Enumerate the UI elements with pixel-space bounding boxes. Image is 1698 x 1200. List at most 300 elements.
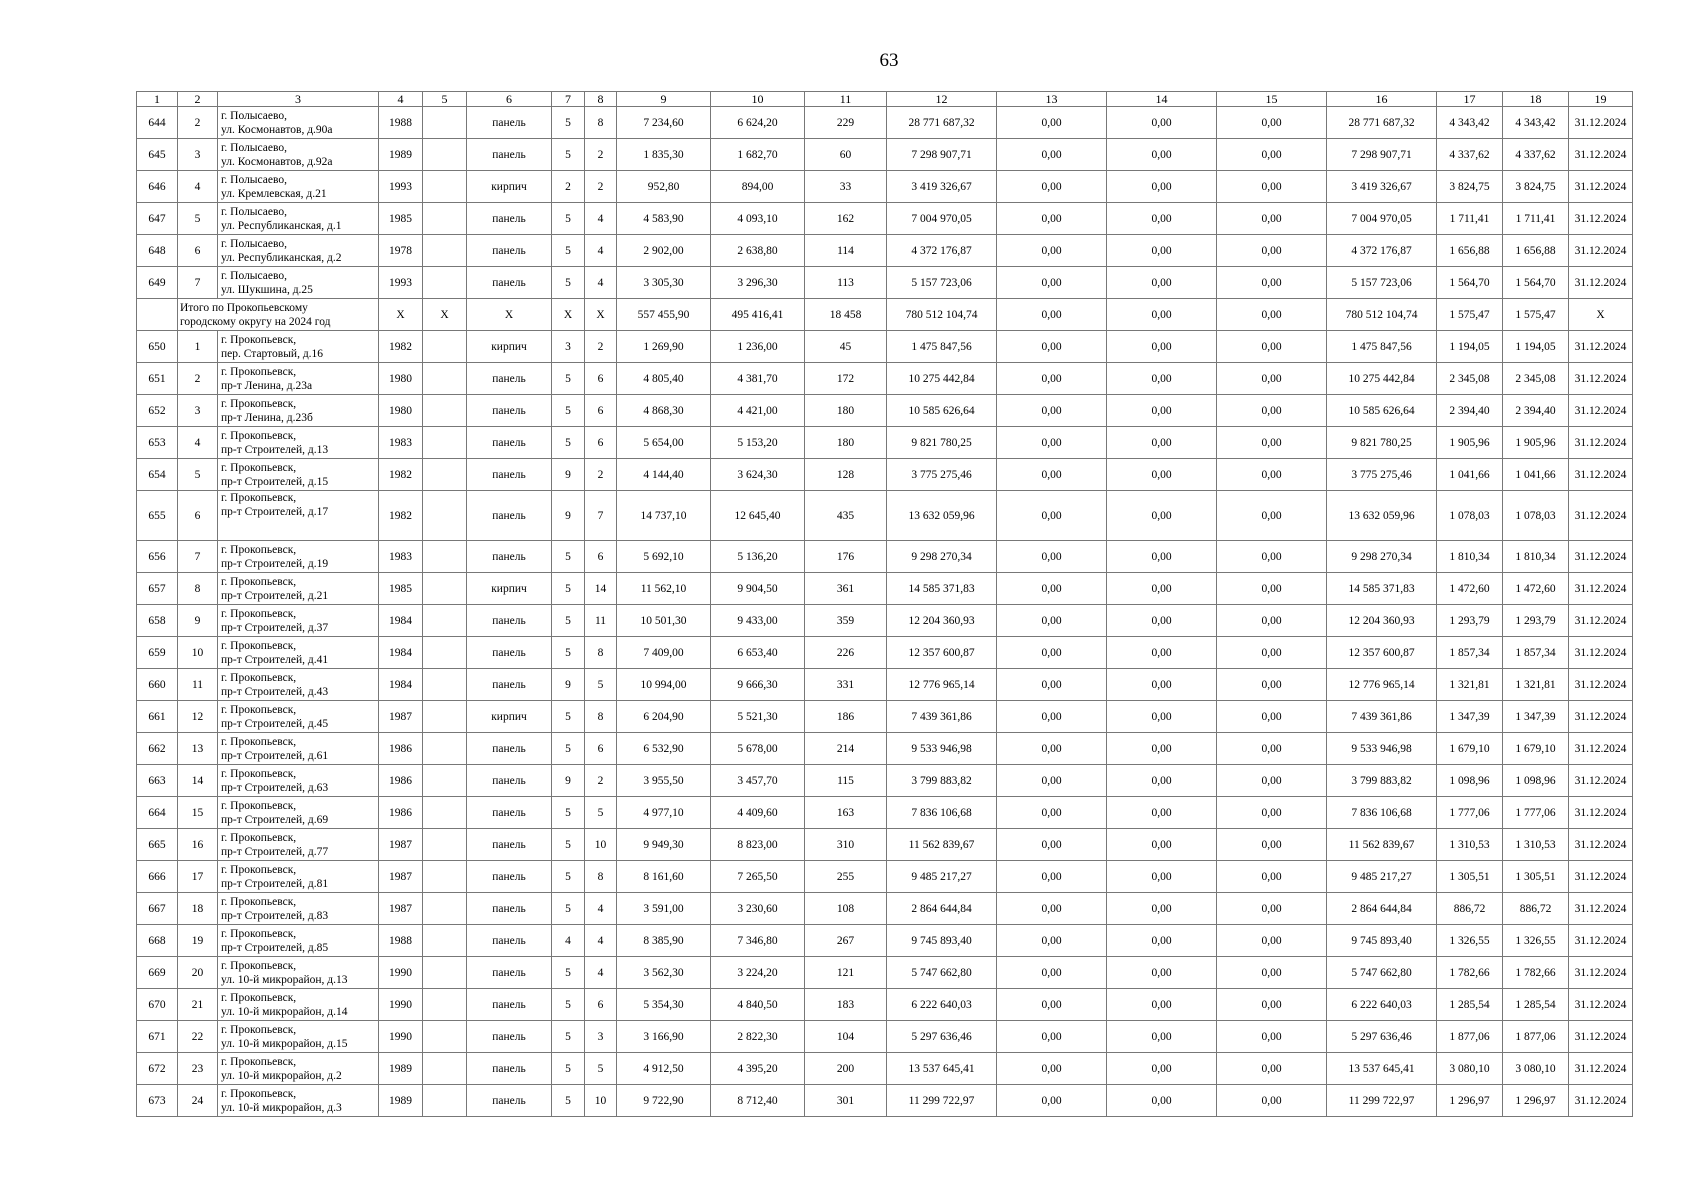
unit-cost-limit: 1 564,70 [1503,267,1569,299]
row-number: 654 [137,459,178,491]
total-area: 10 994,00 [617,669,711,701]
col-5 [423,893,467,925]
completion-date: 31.12.2024 [1569,139,1633,171]
address-line: ул. 10-й микрорайон, д.2 [221,1069,342,1082]
table-row [137,395,1633,427]
cost-col-16: 14 585 371,83 [1327,573,1437,605]
year-built: 1989 [379,1085,423,1117]
address [218,893,379,925]
col-5 [423,605,467,637]
completion-date: 31.12.2024 [1569,605,1633,637]
cost-total: 12 204 360,93 [887,605,997,637]
completion-date: 31.12.2024 [1569,203,1633,235]
completion-date: 31.12.2024 [1569,541,1633,573]
row-number: 647 [137,203,178,235]
living-area: 8 712,40 [711,1085,805,1117]
year-built: 1987 [379,893,423,925]
address-line: пр-т Строителей, д.81 [221,877,329,890]
local-number: 12 [178,701,218,733]
floors: 5 [552,861,585,893]
cost-col-15: 0,00 [1217,1085,1327,1117]
total-area: 5 354,30 [617,989,711,1021]
table-row [137,107,1633,139]
cost-col-16: 13 537 645,41 [1327,1053,1437,1085]
residents: 180 [805,427,887,459]
living-area: 4 421,00 [711,395,805,427]
wall-material: панель [467,395,552,427]
year-built: 1993 [379,267,423,299]
cost-total: 3 799 883,82 [887,765,997,797]
column-number: 10 [711,92,805,107]
table-row [137,1021,1633,1053]
unit-cost-limit: 1 310,53 [1503,829,1569,861]
col-5 [423,861,467,893]
address [218,331,379,363]
living-area: 3 457,70 [711,765,805,797]
address [218,1021,379,1053]
unit-cost: 1 711,41 [1437,203,1503,235]
residents: 301 [805,1085,887,1117]
unit-cost: 1 305,51 [1437,861,1503,893]
year-built: 1990 [379,957,423,989]
completion-date: 31.12.2024 [1569,893,1633,925]
completion-date: 31.12.2024 [1569,331,1633,363]
local-number: 4 [178,171,218,203]
wall-material: панель [467,267,552,299]
col-5 [423,957,467,989]
cost-total: 12 776 965,14 [887,669,997,701]
row-number: 665 [137,829,178,861]
living-area: 4 409,60 [711,797,805,829]
unit-cost: 1 564,70 [1437,267,1503,299]
cost-col-16: 10 585 626,64 [1327,395,1437,427]
table-row [137,427,1633,459]
table-row [137,669,1633,701]
page-number: 63 [879,50,899,71]
address [218,427,379,459]
completion-date: 31.12.2024 [1569,925,1633,957]
entrances: 6 [585,427,617,459]
wall-material: панель [467,733,552,765]
total-row [137,299,1633,331]
cost-col-16: 12 204 360,93 [1327,605,1437,637]
wall-material: панель [467,427,552,459]
cost-total: 13 537 645,41 [887,1053,997,1085]
cost-col-15: 0,00 [1217,541,1327,573]
unit-cost-limit: 1 078,03 [1503,491,1569,541]
row-number: 658 [137,605,178,637]
local-number: 13 [178,733,218,765]
cost-col-14: 0,00 [1107,1053,1217,1085]
column-number: 11 [805,92,887,107]
entrances: 6 [585,363,617,395]
cost-col-14: 0,00 [1107,1085,1217,1117]
total-area: 9 949,30 [617,829,711,861]
completion-date: 31.12.2024 [1569,427,1633,459]
cost-col-16: 9 533 946,98 [1327,733,1437,765]
cost-col-15: 0,00 [1217,331,1327,363]
completion-date: 31.12.2024 [1569,957,1633,989]
cost-col-15: 0,00 [1217,203,1327,235]
cost-col-13: 0,00 [997,701,1107,733]
row-number: 644 [137,107,178,139]
address-line: пр-т Строителей, д.83 [221,909,329,922]
local-number: 11 [178,669,218,701]
entrances: 11 [585,605,617,637]
residents: 113 [805,267,887,299]
cost-col-13: 0,00 [997,541,1107,573]
row-number: 670 [137,989,178,1021]
col-5 [423,171,467,203]
floors: 5 [552,427,585,459]
wall-material: панель [467,139,552,171]
cost-col-14: 0,00 [1107,669,1217,701]
total-area: 4 805,40 [617,363,711,395]
cost-total: 10 585 626,64 [887,395,997,427]
year-built: 1983 [379,541,423,573]
table-row [137,765,1633,797]
cost-col-16: 28 771 687,32 [1327,107,1437,139]
completion-date: 31.12.2024 [1569,363,1633,395]
address [218,605,379,637]
address [218,235,379,267]
address-line: г. Полысаево, [221,237,287,250]
living-area: 1 682,70 [711,139,805,171]
address-line: пр-т Строителей, д.63 [221,781,329,794]
table-row [137,733,1633,765]
address [218,701,379,733]
row-number: 646 [137,171,178,203]
unit-cost-limit: 1 472,60 [1503,573,1569,605]
cost-col-15: 0,00 [1217,491,1327,541]
total-area: 4 144,40 [617,459,711,491]
cost-col-13: 0,00 [997,989,1107,1021]
year-built: 1985 [379,573,423,605]
floors: 5 [552,235,585,267]
table-row [137,637,1633,669]
residents: 229 [805,107,887,139]
entrances: 5 [585,797,617,829]
address [218,1085,379,1117]
address-line: пр-т Строителей, д.13 [221,443,329,456]
entrances: 6 [585,989,617,1021]
wall-material: панель [467,1053,552,1085]
col-5 [423,491,467,541]
year-built: 1990 [379,989,423,1021]
living-area: 4 840,50 [711,989,805,1021]
cost-col-14: 0,00 [1107,363,1217,395]
cost-total: 6 222 640,03 [887,989,997,1021]
total-area: 9 722,90 [617,1085,711,1117]
wall-material: панель [467,203,552,235]
entrances: 10 [585,829,617,861]
col-5 [423,765,467,797]
residents: 104 [805,1021,887,1053]
unit-cost-limit: 1 326,55 [1503,925,1569,957]
cost-col-14: 0,00 [1107,573,1217,605]
residents: 331 [805,669,887,701]
cost-col-14: 0,00 [1107,331,1217,363]
unit-cost: 1 877,06 [1437,1021,1503,1053]
total-label-line: Итого по Прокопьевскому [180,301,308,314]
address-line: г. Прокопьевск, [221,429,297,442]
local-number: 4 [178,427,218,459]
cost-col-15: 0,00 [1217,235,1327,267]
unit-cost: 1 296,97 [1437,1085,1503,1117]
cost-total: 10 275 442,84 [887,363,997,395]
wall-material: панель [467,797,552,829]
address-line: пер. Стартовый, д.16 [221,347,324,360]
cost-col-14: 0,00 [1107,925,1217,957]
residents: 128 [805,459,887,491]
cost-col-14: 0,00 [1107,427,1217,459]
floors: 9 [552,459,585,491]
total-area: 8 385,90 [617,925,711,957]
cost-col-14: 0,00 [1107,267,1217,299]
address-line: г. Прокопьевск, [221,959,297,972]
entrances: 14 [585,573,617,605]
cost-total: 5 297 636,46 [887,1021,997,1053]
col-5 [423,203,467,235]
address-line: г. Прокопьевск, [221,397,297,410]
entrances: 2 [585,331,617,363]
total-area: 557 455,90 [617,299,711,331]
unit-cost: 1 347,39 [1437,701,1503,733]
row-number: 668 [137,925,178,957]
cost-col-13: 0,00 [997,203,1107,235]
cost-col-16: 3 419 326,67 [1327,171,1437,203]
cost-col-13: 0,00 [997,299,1107,331]
row-number: 657 [137,573,178,605]
local-number: 5 [178,203,218,235]
cost-col-14: 0,00 [1107,861,1217,893]
unit-cost-limit: 1 305,51 [1503,861,1569,893]
year-built: 1986 [379,733,423,765]
cost-total: 9 485 217,27 [887,861,997,893]
col-5 [423,797,467,829]
local-number: 9 [178,605,218,637]
row-number: 661 [137,701,178,733]
year-built: 1986 [379,797,423,829]
col-5 [423,669,467,701]
floors: 5 [552,733,585,765]
row-number: 664 [137,797,178,829]
unit-cost: 1 810,34 [1437,541,1503,573]
local-number: 3 [178,139,218,171]
residents: 255 [805,861,887,893]
entrances: 4 [585,267,617,299]
floors: 5 [552,1053,585,1085]
unit-cost: 1 285,54 [1437,989,1503,1021]
floors: 9 [552,765,585,797]
cost-col-13: 0,00 [997,925,1107,957]
cost-col-16: 12 776 965,14 [1327,669,1437,701]
residents: 361 [805,573,887,605]
cost-col-16: 10 275 442,84 [1327,363,1437,395]
cost-col-14: 0,00 [1107,171,1217,203]
floors: 3 [552,331,585,363]
address-line: ул. 10-й микрорайон, д.14 [221,1005,348,1018]
col-5 [423,459,467,491]
floors: 5 [552,139,585,171]
address-line: г. Прокопьевск, [221,767,297,780]
wall-material: кирпич [467,171,552,203]
cost-col-15: 0,00 [1217,861,1327,893]
cost-col-13: 0,00 [997,733,1107,765]
wall-material: панель [467,765,552,797]
living-area: 2 822,30 [711,1021,805,1053]
cost-col-13: 0,00 [997,459,1107,491]
col-5 [423,637,467,669]
cost-total: 11 562 839,67 [887,829,997,861]
row-number: 663 [137,765,178,797]
wall-material: панель [467,893,552,925]
column-number: 7 [552,92,585,107]
cost-col-15: 0,00 [1217,957,1327,989]
cost-col-14: 0,00 [1107,797,1217,829]
cost-col-14: 0,00 [1107,701,1217,733]
address [218,363,379,395]
residents: 186 [805,701,887,733]
col-5: X [423,299,467,331]
cost-col-13: 0,00 [997,893,1107,925]
row-number: 667 [137,893,178,925]
completion-date: X [1569,299,1633,331]
address-line: ул. Кремлевская, д.21 [221,187,327,200]
floors: 5 [552,1085,585,1117]
column-number: 8 [585,92,617,107]
completion-date: 31.12.2024 [1569,861,1633,893]
living-area: 8 823,00 [711,829,805,861]
unit-cost-limit: 1 296,97 [1503,1085,1569,1117]
year-built: 1978 [379,235,423,267]
column-number: 12 [887,92,997,107]
cost-total: 7 298 907,71 [887,139,997,171]
address [218,139,379,171]
wall-material: панель [467,107,552,139]
address [218,925,379,957]
unit-cost-limit: 1 041,66 [1503,459,1569,491]
row-number: 662 [137,733,178,765]
table-row [137,235,1633,267]
cost-col-13: 0,00 [997,267,1107,299]
cost-total: 3 775 275,46 [887,459,997,491]
col-5 [423,573,467,605]
living-area: 6 653,40 [711,637,805,669]
cost-col-16: 5 747 662,80 [1327,957,1437,989]
total-spacer [137,299,178,331]
column-number: 16 [1327,92,1437,107]
unit-cost: 1 857,34 [1437,637,1503,669]
cost-col-14: 0,00 [1107,139,1217,171]
column-number: 2 [178,92,218,107]
table-row [137,459,1633,491]
residents: 359 [805,605,887,637]
unit-cost: 1 472,60 [1437,573,1503,605]
residents: 214 [805,733,887,765]
unit-cost-limit: 1 877,06 [1503,1021,1569,1053]
entrances: 2 [585,459,617,491]
living-area: 9 433,00 [711,605,805,637]
entrances: 7 [585,491,617,541]
living-area: 5 521,30 [711,701,805,733]
col-5 [423,235,467,267]
local-number: 7 [178,541,218,573]
unit-cost-limit: 1 782,66 [1503,957,1569,989]
entrances: 4 [585,235,617,267]
table-row [137,171,1633,203]
floors: 5 [552,395,585,427]
wall-material: панель [467,491,552,541]
local-number: 2 [178,363,218,395]
cost-col-13: 0,00 [997,395,1107,427]
year-built: 1982 [379,459,423,491]
address-line: г. Полысаево, [221,173,287,186]
cost-col-14: 0,00 [1107,395,1217,427]
table-row [137,491,1633,541]
cost-col-15: 0,00 [1217,701,1327,733]
residents: 121 [805,957,887,989]
floors: 5 [552,203,585,235]
floors: 2 [552,171,585,203]
wall-material: панель [467,989,552,1021]
address-line: пр-т Строителей, д.19 [221,557,329,570]
unit-cost-limit: 1 810,34 [1503,541,1569,573]
cost-col-15: 0,00 [1217,893,1327,925]
wall-material: панель [467,1021,552,1053]
table-body [137,92,1633,1117]
table-row [137,1053,1633,1085]
table-row [137,605,1633,637]
table-row [137,267,1633,299]
residents: 115 [805,765,887,797]
unit-cost: 1 656,88 [1437,235,1503,267]
unit-cost-limit: 3 824,75 [1503,171,1569,203]
completion-date: 31.12.2024 [1569,1021,1633,1053]
floors: 5 [552,989,585,1021]
address [218,733,379,765]
address-line: г. Прокопьевск, [221,671,297,684]
row-number: 673 [137,1085,178,1117]
wall-material: панель [467,925,552,957]
address-line: г. Прокопьевск, [221,607,297,620]
residents: 172 [805,363,887,395]
cost-total: 14 585 371,83 [887,573,997,605]
table-row [137,541,1633,573]
local-number: 5 [178,459,218,491]
address-line: пр-т Строителей, д.61 [221,749,329,762]
entrances: 5 [585,669,617,701]
cost-col-14: 0,00 [1107,491,1217,541]
total-area: 3 305,30 [617,267,711,299]
address [218,1053,379,1085]
completion-date: 31.12.2024 [1569,1085,1633,1117]
total-area: 952,80 [617,171,711,203]
unit-cost: 1 782,66 [1437,957,1503,989]
cost-col-13: 0,00 [997,957,1107,989]
housing-registry-table [136,91,1633,1117]
residents: 33 [805,171,887,203]
cost-col-16: 3 799 883,82 [1327,765,1437,797]
year-built: 1988 [379,925,423,957]
unit-cost-limit: 886,72 [1503,893,1569,925]
wall-material: панель [467,957,552,989]
unit-cost-limit: 4 337,62 [1503,139,1569,171]
cost-col-14: 0,00 [1107,605,1217,637]
completion-date: 31.12.2024 [1569,637,1633,669]
address-line: г. Прокопьевск, [221,799,297,812]
year-built: 1987 [379,829,423,861]
